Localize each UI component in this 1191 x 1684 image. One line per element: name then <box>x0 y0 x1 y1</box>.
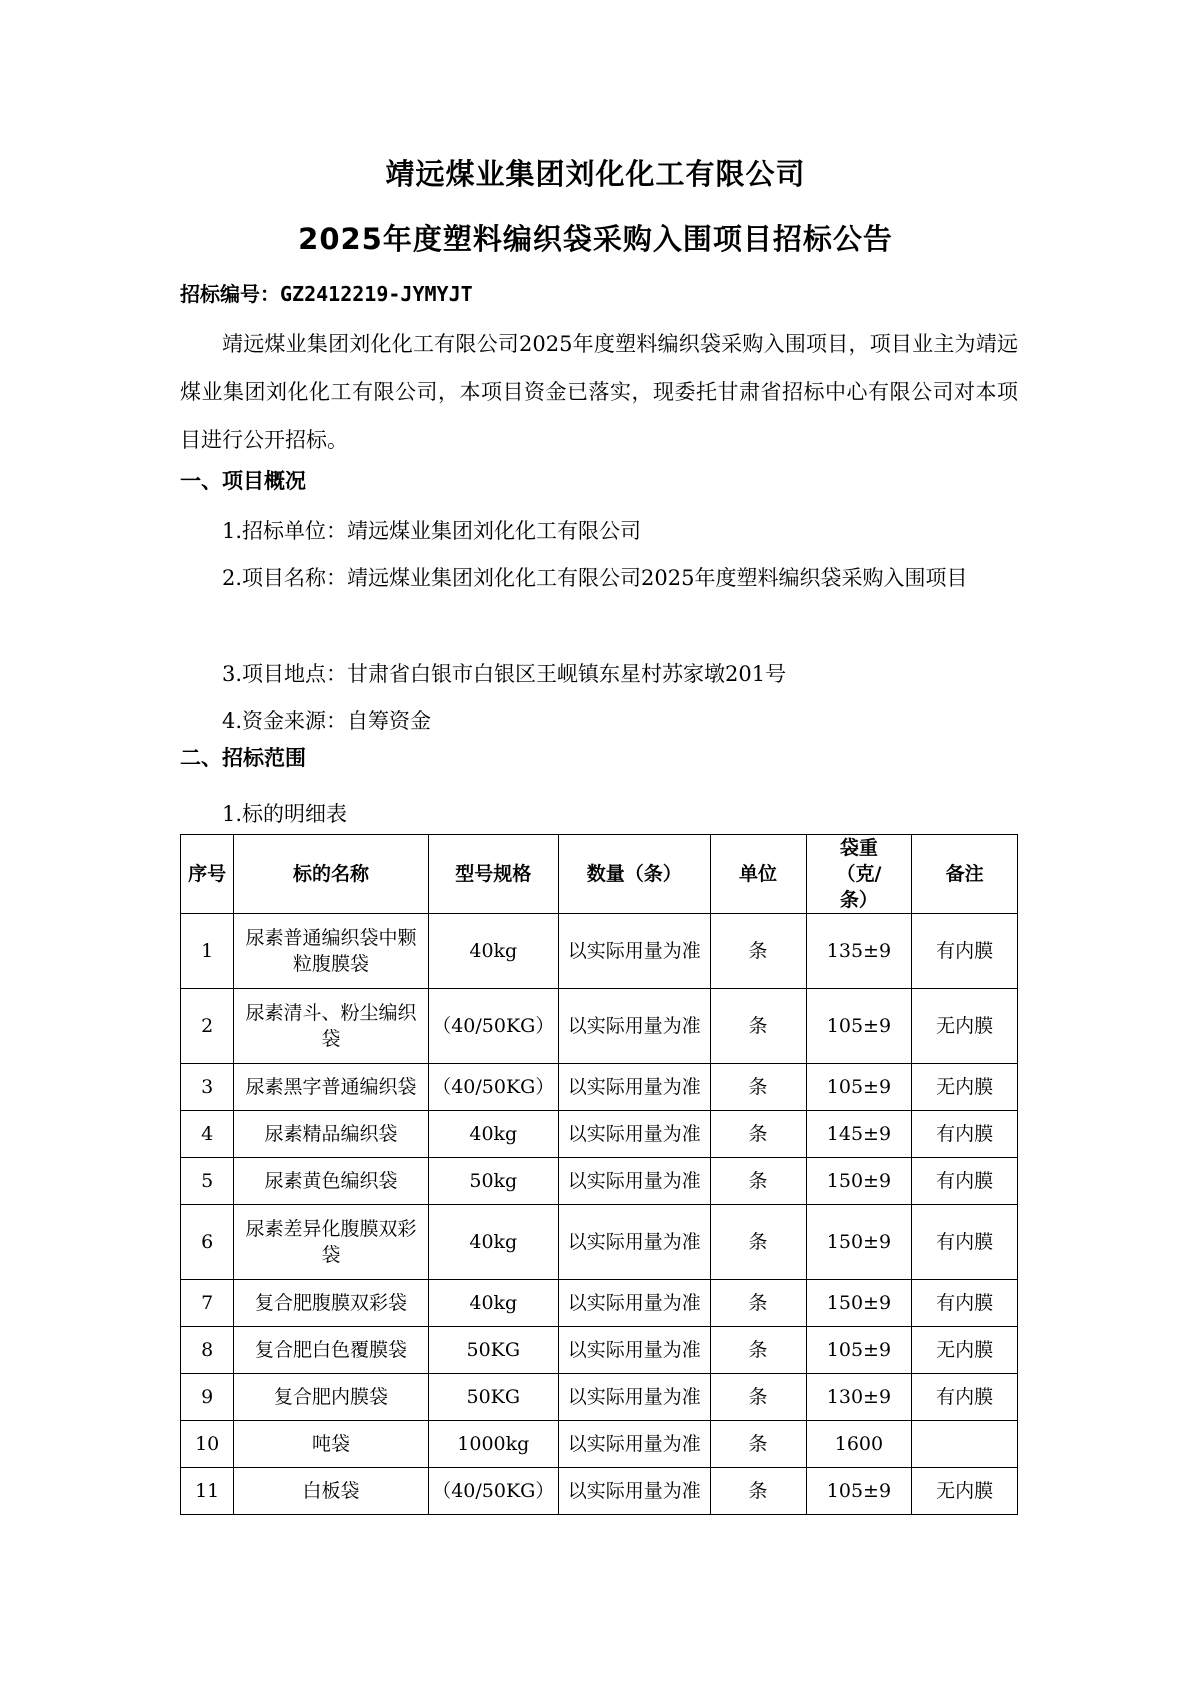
table-cell: 复合肥腹膜双彩袋 <box>234 1280 428 1327</box>
table-cell: 尿素精品编织袋 <box>234 1111 428 1158</box>
table-row <box>181 1064 1018 1111</box>
table-cell: 条 <box>710 1468 806 1515</box>
table-cell: 50kg <box>428 1158 558 1205</box>
table-cell: 50KG <box>428 1374 558 1421</box>
table-cell: 以实际用量为准 <box>558 1374 710 1421</box>
table-cell: 条 <box>710 989 806 1064</box>
table-cell: 尿素普通编织袋中颗粒腹膜袋 <box>234 914 428 989</box>
table-cell: 条 <box>710 1064 806 1111</box>
table-cell: 以实际用量为准 <box>558 1421 710 1468</box>
table-cell: 复合肥白色覆膜袋 <box>234 1327 428 1374</box>
table-cell: 145±9 <box>806 1111 912 1158</box>
table-cell: （40/50KG） <box>428 989 558 1064</box>
table-cell: 以实际用量为准 <box>558 1064 710 1111</box>
table-cell: 40kg <box>428 914 558 989</box>
table-row <box>181 1158 1018 1205</box>
table-cell: 有内膜 <box>912 1205 1018 1280</box>
table-cell: 40kg <box>428 1280 558 1327</box>
table-cell: 有内膜 <box>912 1111 1018 1158</box>
table-row <box>181 1327 1018 1374</box>
table-cell: 条 <box>710 1327 806 1374</box>
table-header-row <box>181 835 1018 914</box>
table-cell: 130±9 <box>806 1374 912 1421</box>
table-cell: 以实际用量为准 <box>558 914 710 989</box>
section-heading-overview: 一、项目概况 <box>180 469 306 493</box>
table-cell: 尿素黄色编织袋 <box>234 1158 428 1205</box>
header-cell: 标的名称 <box>234 835 428 914</box>
table-cell: 以实际用量为准 <box>558 1111 710 1158</box>
table-cell: （40/50KG） <box>428 1468 558 1515</box>
table-cell: 条 <box>710 1111 806 1158</box>
table-cell: 3 <box>181 1064 234 1111</box>
table-cell: 条 <box>710 1158 806 1205</box>
table-cell: 以实际用量为准 <box>558 989 710 1064</box>
table-row <box>181 1374 1018 1421</box>
table-cell: 150±9 <box>806 1205 912 1280</box>
table-cell <box>912 1421 1018 1468</box>
overview-item: 1.招标单位：靖远煤业集团刘化化工有限公司 <box>222 519 642 543</box>
table-cell: 无内膜 <box>912 989 1018 1064</box>
table-cell: 40kg <box>428 1111 558 1158</box>
bid-number-label: 招标编号： <box>180 282 280 306</box>
table-cell: 以实际用量为准 <box>558 1327 710 1374</box>
table-cell: 105±9 <box>806 1327 912 1374</box>
table-cell: 有内膜 <box>912 1158 1018 1205</box>
header-cell: 单位 <box>710 835 806 914</box>
table-cell: 无内膜 <box>912 1327 1018 1374</box>
header-cell: 备注 <box>912 835 1018 914</box>
table-cell: 白板袋 <box>234 1468 428 1515</box>
table-row <box>181 1468 1018 1515</box>
table-cell: 2 <box>181 989 234 1064</box>
table-cell: 吨袋 <box>234 1421 428 1468</box>
table-cell: 4 <box>181 1111 234 1158</box>
table-cell: 9 <box>181 1374 234 1421</box>
table-cell: 1 <box>181 914 234 989</box>
table-cell: 11 <box>181 1468 234 1515</box>
table-cell: 150±9 <box>806 1158 912 1205</box>
table-cell: 150±9 <box>806 1280 912 1327</box>
table-cell: 条 <box>710 1280 806 1327</box>
table-row <box>181 1280 1018 1327</box>
table-row <box>181 914 1018 989</box>
table-cell: 条 <box>710 1374 806 1421</box>
table-cell: 105±9 <box>806 1468 912 1515</box>
overview-item: 3.项目地点：甘肃省白银市白银区王岘镇东星村苏家墩201号 <box>222 662 787 686</box>
section-heading-scope: 二、招标范围 <box>180 746 306 770</box>
document-title-line2: 2025年度塑料编织袋采购入围项目招标公告 <box>298 222 893 256</box>
table-cell: 8 <box>181 1327 234 1374</box>
table-cell: 以实际用量为准 <box>558 1205 710 1280</box>
table-cell: 10 <box>181 1421 234 1468</box>
table-cell: 40kg <box>428 1205 558 1280</box>
table-cell: 7 <box>181 1280 234 1327</box>
table-cell: 以实际用量为准 <box>558 1468 710 1515</box>
header-cell: 数量（条） <box>558 835 710 914</box>
table-cell: 1000kg <box>428 1421 558 1468</box>
table-row <box>181 1421 1018 1468</box>
table-cell: 无内膜 <box>912 1064 1018 1111</box>
overview-item: 2.项目名称：靖远煤业集团刘化化工有限公司2025年度塑料编织袋采购入围项目 <box>222 566 968 590</box>
bid-number-code: GZ2412219-JYMYJT <box>280 282 473 306</box>
table-cell: 尿素黑字普通编织袋 <box>234 1064 428 1111</box>
table-cell: 有内膜 <box>912 914 1018 989</box>
table-cell: 6 <box>181 1205 234 1280</box>
table-cell: 有内膜 <box>912 1280 1018 1327</box>
table-cell: （40/50KG） <box>428 1064 558 1111</box>
header-cell: 序号 <box>181 835 234 914</box>
table-cell: 50KG <box>428 1327 558 1374</box>
table-row <box>181 989 1018 1064</box>
intro-paragraph: 靖远煤业集团刘化化工有限公司2025年度塑料编织袋采购入围项目，项目业主为靖远煤业集团刘化化工有限公司，本项目资金已落实，现委托甘肃省招标中心有限公司对本项目进行公开招标。 <box>180 332 1018 452</box>
table-cell: 105±9 <box>806 1064 912 1111</box>
bid-items-table <box>180 834 1018 1515</box>
table-row <box>181 1111 1018 1158</box>
table-cell: 无内膜 <box>912 1468 1018 1515</box>
table-caption: 1.标的明细表 <box>222 802 348 826</box>
table-cell: 有内膜 <box>912 1374 1018 1421</box>
table-cell: 尿素差异化腹膜双彩袋 <box>234 1205 428 1280</box>
header-cell: 型号规格 <box>428 835 558 914</box>
table-cell: 5 <box>181 1158 234 1205</box>
table-cell: 135±9 <box>806 914 912 989</box>
table-cell: 1600 <box>806 1421 912 1468</box>
header-cell: 袋重（克/条） <box>806 835 912 914</box>
table-cell: 105±9 <box>806 989 912 1064</box>
document-title-line1: 靖远煤业集团刘化化工有限公司 <box>385 157 806 191</box>
table-cell: 以实际用量为准 <box>558 1280 710 1327</box>
bid-number <box>180 278 473 307</box>
table-cell: 条 <box>710 1421 806 1468</box>
table-row <box>181 1205 1018 1280</box>
table-cell: 以实际用量为准 <box>558 1158 710 1205</box>
table-cell: 复合肥内膜袋 <box>234 1374 428 1421</box>
table-cell: 尿素清斗、粉尘编织袋 <box>234 989 428 1064</box>
table-cell: 条 <box>710 1205 806 1280</box>
table-cell: 条 <box>710 914 806 989</box>
overview-item: 4.资金来源：自筹资金 <box>222 709 432 733</box>
